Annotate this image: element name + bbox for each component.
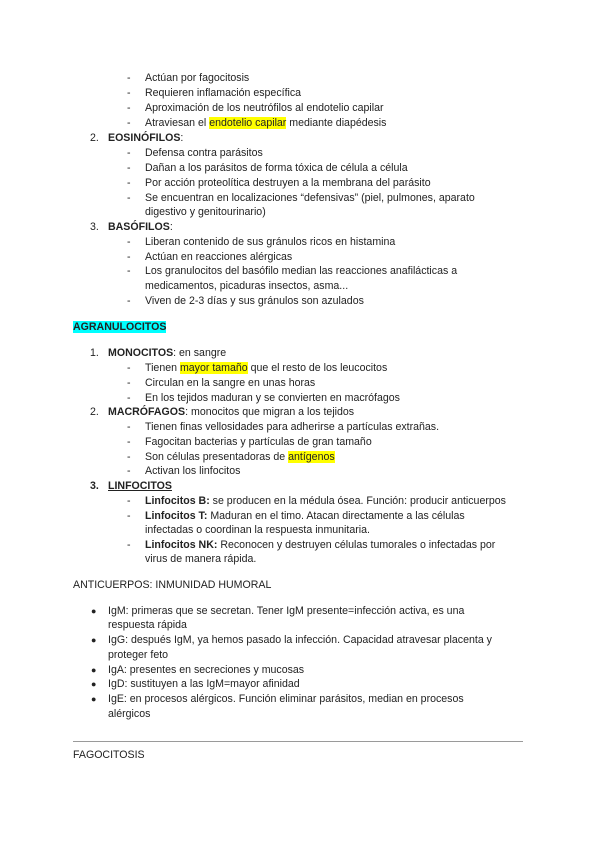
- fagocitosis-heading: FAGOCITOSIS: [73, 749, 145, 761]
- dash-marker: -: [127, 72, 131, 84]
- section-title-macrofagos: MACRÓFAGOS: monocitos que migran a los tejidos: [108, 406, 355, 418]
- section-title-monocitos: MONOCITOS: en sangre: [108, 347, 227, 359]
- dash-marker: -: [127, 495, 131, 507]
- list-item: Fagocitan bacterias y partículas de gran tamaño: [145, 436, 372, 448]
- dash-marker: -: [127, 265, 131, 277]
- dash-marker: -: [127, 436, 131, 448]
- list-item: Linfocitos B: se producen en la médula ósea. Función: producir anticuerpos: [145, 495, 506, 507]
- dash-marker: -: [127, 421, 131, 433]
- list-number: 2.: [90, 406, 99, 418]
- dash-marker: -: [127, 87, 131, 99]
- list-item: Tienen mayor tamaño que el resto de los leucocitos: [145, 362, 388, 374]
- list-number: 1.: [90, 347, 99, 359]
- dash-marker: -: [127, 295, 131, 307]
- list-number: 3.: [90, 480, 99, 492]
- list-item: Linfocitos NK: Reconocen y destruyen células tumorales o infectadas por: [145, 539, 496, 551]
- bullet-marker: ●: [91, 694, 97, 704]
- dash-marker: -: [127, 251, 131, 263]
- list-item: IgE: en procesos alérgicos. Función eliminar parásitos, median en procesos: [108, 693, 464, 705]
- list-item: Defensa contra parásitos: [145, 147, 263, 159]
- list-number: 2.: [90, 132, 99, 144]
- list-item: Atraviesan el endotelio capilar mediante diapédesis: [145, 117, 387, 129]
- bullet-marker: ●: [91, 635, 97, 645]
- list-item: Liberan contenido de sus gránulos ricos en histamina: [145, 236, 396, 248]
- anticuerpos-heading: ANTICUERPOS: INMUNIDAD HUMORAL: [73, 579, 272, 591]
- section-title-linfocitos: LINFOCITOS: [108, 480, 172, 492]
- highlighted-text: mayor tamaño: [179, 362, 248, 374]
- bullet-marker: ●: [91, 679, 97, 689]
- list-item-continued: virus de manera rápida.: [145, 553, 257, 565]
- list-item-continued: respuesta rápida: [108, 619, 187, 631]
- dash-marker: -: [127, 510, 131, 522]
- section-title-eosinofilos: EOSINÓFILOS:: [108, 132, 184, 144]
- section-title-basofilos: BASÓFILOS:: [108, 221, 173, 233]
- highlighted-text: antígenos: [288, 451, 335, 463]
- dash-marker: -: [127, 162, 131, 174]
- dash-marker: -: [127, 377, 131, 389]
- list-item: Los granulocitos del basófilo median las reacciones anafilácticas a: [145, 265, 458, 277]
- dash-marker: -: [127, 236, 131, 248]
- list-item: Tienen finas vellosidades para adherirse a partículas extrañas.: [145, 421, 440, 433]
- list-item: Requieren inflamación específica: [145, 87, 302, 99]
- list-number: 3.: [90, 221, 99, 233]
- list-item-continued: digestivo y genitourinario): [145, 206, 266, 218]
- dash-marker: -: [127, 539, 131, 551]
- list-item-continued: alérgicos: [108, 708, 151, 720]
- list-item: Aproximación de los neutrófilos al endotelio capilar: [145, 102, 384, 114]
- dash-marker: -: [127, 117, 131, 129]
- list-item: Linfocitos T: Maduran en el timo. Atacan directamente a las células: [145, 510, 465, 522]
- list-item: Actúan por fagocitosis: [145, 72, 250, 84]
- bullet-marker: ●: [91, 606, 97, 616]
- list-item: IgM: primeras que se secretan. Tener IgM presente=infección activa, es una: [108, 605, 465, 617]
- list-item: Viven de 2-3 días y sus gránulos son azulados: [145, 295, 364, 307]
- list-item-continued: proteger feto: [108, 649, 169, 661]
- dash-marker: -: [127, 392, 131, 404]
- list-item: Se encuentran en localizaciones “defensivas” (piel, pulmones, aparato: [145, 192, 475, 204]
- highlighted-text: endotelio capilar: [209, 117, 287, 129]
- list-item: Circulan en la sangre en unas horas: [145, 377, 316, 389]
- list-item-continued: infectadas o coordinan la respuesta inmunitaria.: [145, 524, 370, 536]
- list-item: Activan los linfocitos: [145, 465, 241, 477]
- list-item: Son células presentadoras de antígenos: [145, 451, 335, 463]
- dash-marker: -: [127, 177, 131, 189]
- dash-marker: -: [127, 102, 131, 114]
- list-item: En los tejidos maduran y se convierten en macrófagos: [145, 392, 400, 404]
- horizontal-divider: [73, 741, 523, 742]
- dash-marker: -: [127, 147, 131, 159]
- list-item: IgA: presentes en secreciones y mucosas: [108, 664, 305, 676]
- list-item: IgD: sustituyen a las IgM=mayor afinidad: [108, 678, 300, 690]
- dash-marker: -: [127, 192, 131, 204]
- agranulocitos-heading: AGRANULOCITOS: [73, 321, 167, 333]
- list-item: Por acción proteolítica destruyen a la membrana del parásito: [145, 177, 431, 189]
- dash-marker: -: [127, 451, 131, 463]
- dash-marker: -: [127, 362, 131, 374]
- list-item: Actúan en reacciones alérgicas: [145, 251, 293, 263]
- list-item: IgG: después IgM, ya hemos pasado la infección. Capacidad atravesar placenta y: [108, 634, 492, 646]
- dash-marker: -: [127, 465, 131, 477]
- list-item: Dañan a los parásitos de forma tóxica de célula a célula: [145, 162, 408, 174]
- list-item-continued: medicamentos, picaduras insectos, asma...: [145, 280, 349, 292]
- bullet-marker: ●: [91, 665, 97, 675]
